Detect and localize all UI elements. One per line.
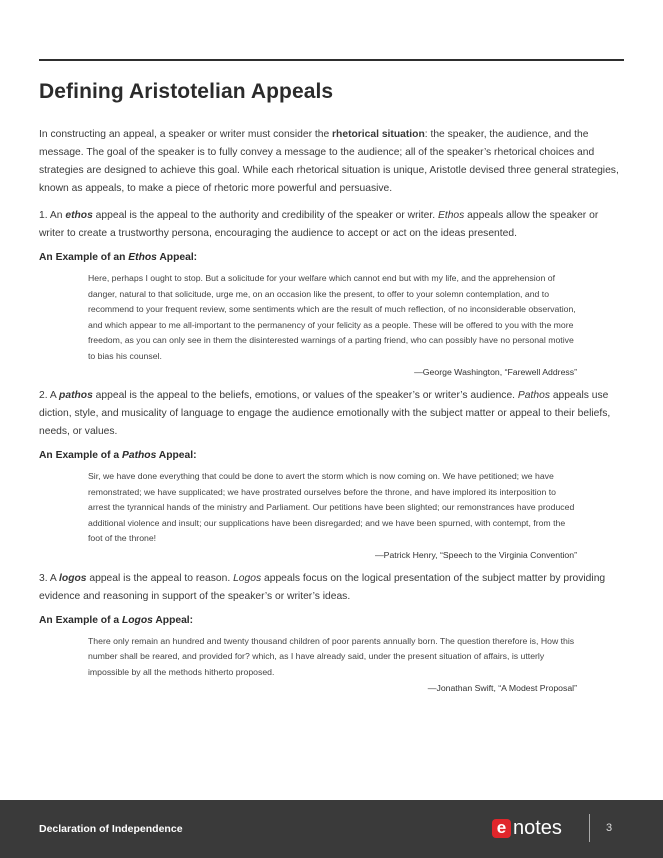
logos-term: logos bbox=[59, 572, 87, 584]
pathos-heading-post: Appeal: bbox=[156, 450, 197, 461]
ethos-example-heading bbox=[39, 252, 625, 263]
page-title: Defining Aristotelian Appeals bbox=[39, 80, 334, 103]
ethos-definition bbox=[39, 207, 625, 243]
ethos-definition-text: appeal is the appeal to the authority and credibility of the speaker or writer. bbox=[92, 210, 438, 221]
intro-paragraph bbox=[39, 126, 625, 198]
logos-quote: There only remain an hundred and twenty thousand children of poor parents annually born. The question therefore is, How this number shall be reared, and provided for? which, as I have already said, under the present situation of affairs, is utterly impossible by all the methods hitherto proposed. bbox=[88, 635, 575, 677]
enotes-logo[interactable] bbox=[492, 816, 562, 840]
pathos-definition-rest: appeals use diction, style, and musicality of language to engage the audience emotionally with the subject matter or appeal to their beliefs, needs, or values. bbox=[39, 390, 611, 437]
ethos-number: 1. An bbox=[39, 210, 66, 221]
page-footer bbox=[0, 800, 663, 858]
logos-heading-pre: An Example of a bbox=[39, 614, 122, 626]
enotes-logo-icon: e bbox=[492, 819, 511, 838]
enotes-logo-wordmark: notes bbox=[513, 817, 562, 839]
footer-document-title: Declaration of Independence bbox=[39, 823, 183, 835]
intro-text-after: : the speaker, the audience, and the message. The goal of the speaker is to fully convey a message to the audience; all of the speaker’s rhetorical choices and strategies are designed to achieve this goal. While each rhetorical situation is unique, Aristotle devised three general strategies, known as appeals, to make a piece of rhetoric more powerful and persuasive. bbox=[39, 129, 619, 194]
pathos-attribution: —Patrick Henry, “Speech to the Virginia Convention” bbox=[374, 549, 577, 560]
pathos-heading-pre: An Example of a bbox=[39, 450, 122, 461]
pathos-example-heading bbox=[39, 450, 625, 461]
page-number: 3 bbox=[606, 822, 613, 834]
ethos-term: ethos bbox=[65, 210, 93, 221]
logos-example-heading bbox=[39, 615, 625, 626]
pathos-definition bbox=[39, 387, 625, 441]
logos-number: 3. A bbox=[39, 572, 60, 584]
logos-heading-term: Logos bbox=[121, 614, 153, 626]
ethos-term-italic: Ethos bbox=[437, 210, 465, 221]
pathos-quote: Sir, we have done everything that could be done to avert the storm which is now coming on. We have petitioned; we have remonstrated; we have supplicated; we have prostrated ourselves before the throne, and have implored its interposition to arrest the tyrannical hands of the ministry and Parliament. Our petitions have been slighted; our remonstrances have produced additional violence and insult; our supplications have been disregarded; and we have been spurned, with contempt, from the foot of the throne! bbox=[88, 471, 575, 543]
pathos-number: 2. A bbox=[39, 390, 60, 401]
logos-definition bbox=[39, 570, 625, 606]
ethos-heading-term: Ethos bbox=[128, 252, 157, 263]
pathos-term-italic: Pathos bbox=[517, 390, 550, 401]
footer-divider bbox=[589, 814, 590, 842]
pathos-term: pathos bbox=[59, 390, 93, 401]
ethos-attribution: —George Washington, “Farewell Address” bbox=[414, 367, 577, 377]
main-content bbox=[39, 126, 625, 703]
ethos-heading-post: Appeal: bbox=[156, 252, 198, 263]
logos-term-italic: Logos bbox=[233, 572, 262, 584]
intro-bold-term: rhetorical situation bbox=[332, 129, 425, 140]
logos-definition-rest: appeals focus on the logical presentation of the subject matter by providing evidence and reasoning in support of the speaker’s or writer’s ideas. bbox=[39, 572, 606, 602]
pathos-definition-text: appeal is the appeal to the beliefs, emotions, or values of the speaker’s or writer’s audience. bbox=[92, 390, 518, 401]
logos-heading-post: Appeal: bbox=[152, 614, 194, 626]
intro-text-before: In constructing an appeal, a speaker or writer must consider the bbox=[39, 129, 333, 140]
top-rule bbox=[39, 59, 624, 61]
logos-definition-text: appeal is the appeal to reason. bbox=[86, 572, 234, 584]
ethos-definition-rest: appeals allow the speaker or writer to create a trustworthy persona, encouraging the audience to accept or act on the ideas presented. bbox=[39, 210, 599, 239]
logos-attribution: —Jonathan Swift, “A Modest Proposal” bbox=[427, 683, 577, 693]
ethos-quote: Here, perhaps I ought to stop. But a solicitude for your welfare which cannot end but with my life, and the apprehension of danger, natural to that solicitude, urge me, on an occasion like the present, to offer to your solemn contemplation, and to recommend to your frequent review, some sentiments which are the result of much reflection, of no inconsiderable observation, and which appear to me all-important to the permanency of your felicity as a people. These will be offered to you with the more freedom, as you can only see in them the disinterested warnings of a parting friend, who can possibly have no personal motive to bias his counsel. bbox=[88, 273, 576, 361]
ethos-heading-pre: An Example of an bbox=[39, 252, 129, 263]
pathos-heading-term: Pathos bbox=[121, 450, 157, 461]
